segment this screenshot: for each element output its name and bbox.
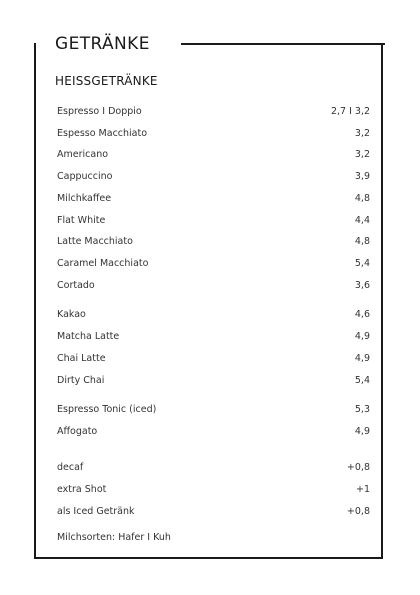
- item-name: Cappuccino: [57, 170, 113, 182]
- item-name: Americano: [57, 148, 109, 160]
- item-price: 5,3: [354, 403, 370, 415]
- item-price: +0,8: [346, 461, 370, 473]
- item-name: Latte Macchiato: [57, 235, 133, 247]
- menu-item: [57, 233, 370, 249]
- section-heading: HEISSGETRÄNKE: [55, 74, 158, 88]
- item-name: Kakao: [57, 308, 86, 320]
- menu-item: [57, 168, 370, 184]
- item-name: als Iced Getränk: [57, 505, 135, 517]
- item-name: extra Shot: [57, 483, 107, 495]
- menu-title: GETRÄNKE: [55, 34, 150, 54]
- item-price: 4,8: [354, 235, 370, 247]
- menu-item: [57, 401, 370, 417]
- item-price: +1: [355, 483, 370, 495]
- item-name: Flat White: [57, 214, 106, 226]
- item-price: 4,9: [354, 330, 370, 342]
- item-name: Espresso Tonic (iced): [57, 403, 157, 415]
- item-price: 3,9: [354, 170, 370, 182]
- frame-top-line: [181, 43, 385, 45]
- item-price: 4,9: [354, 425, 370, 437]
- item-name: Caramel Macchiato: [57, 257, 149, 269]
- item-price: +0,8: [346, 505, 370, 517]
- item-name: Dirty Chai: [57, 374, 105, 386]
- menu-item: [57, 372, 370, 388]
- menu-item: [57, 146, 370, 162]
- item-price: 5,4: [354, 374, 370, 386]
- menu-item: [57, 423, 370, 439]
- menu-item: [57, 277, 370, 293]
- item-name: decaf: [57, 461, 84, 473]
- item-price: 5,4: [354, 257, 370, 269]
- item-name: Matcha Latte: [57, 330, 120, 342]
- item-name: Chai Latte: [57, 352, 106, 364]
- milk-options-note: Milchsorten: Hafer I Kuh: [57, 532, 171, 543]
- menu-item: [57, 212, 370, 228]
- menu-item: [57, 306, 370, 322]
- item-price: 4,6: [354, 308, 370, 320]
- menu-item: [57, 190, 370, 206]
- menu-item: [57, 125, 370, 141]
- item-name: Cortado: [57, 279, 95, 291]
- menu-item: [57, 459, 370, 475]
- menu-item: [57, 503, 370, 519]
- menu-item: [57, 350, 370, 366]
- item-price: 3,6: [354, 279, 370, 291]
- menu-item: [57, 255, 370, 271]
- item-name: Milchkaffee: [57, 192, 112, 204]
- menu-item: [57, 328, 370, 344]
- item-name: Espresso I Doppio: [57, 105, 142, 117]
- item-name: Affogato: [57, 425, 98, 437]
- item-price: 2,7 I 3,2: [330, 105, 370, 117]
- item-price: 4,4: [354, 214, 370, 226]
- item-price: 3,2: [354, 127, 370, 139]
- menu-item: [57, 103, 370, 119]
- item-name: Espesso Macchiato: [57, 127, 148, 139]
- item-price: 4,8: [354, 192, 370, 204]
- item-price: 3,2: [354, 148, 370, 160]
- item-price: 4,9: [354, 352, 370, 364]
- menu-item: [57, 481, 370, 497]
